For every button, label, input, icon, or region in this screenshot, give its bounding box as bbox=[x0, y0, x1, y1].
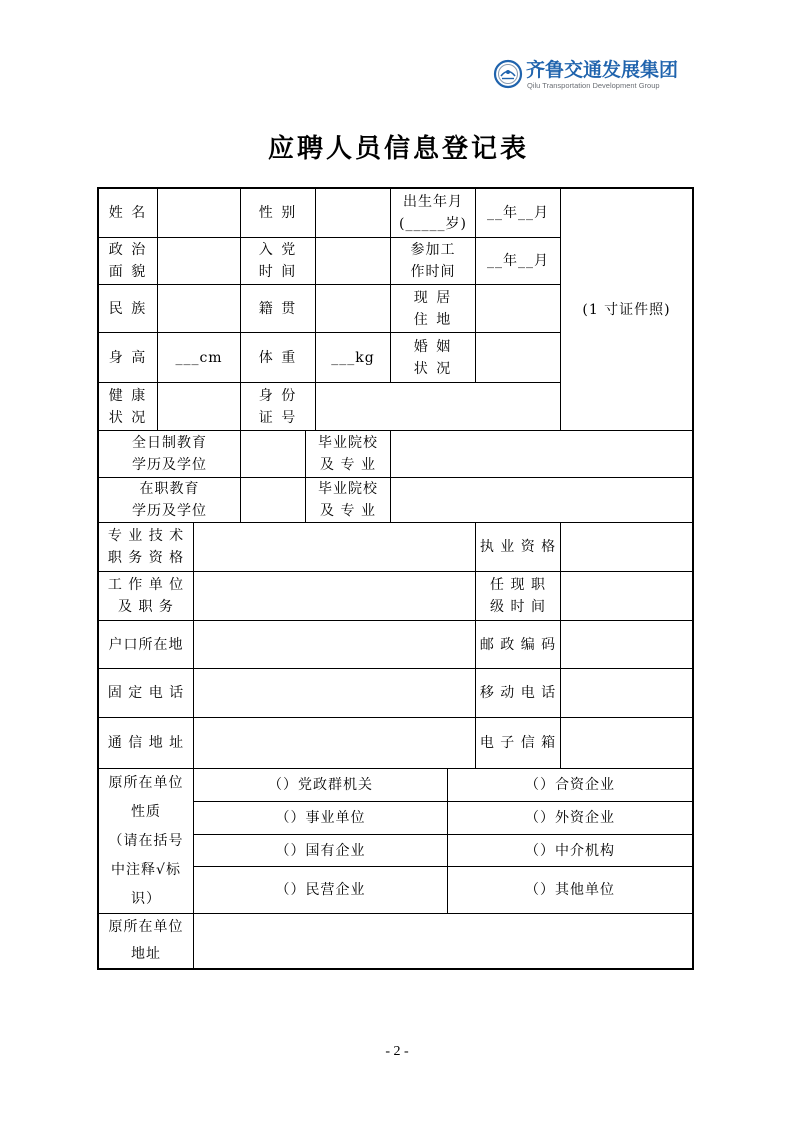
tech-title-field bbox=[193, 522, 476, 572]
mailing-address-field bbox=[193, 717, 476, 769]
postcode-label: 邮 政 编 码 bbox=[475, 620, 561, 669]
fulltime-school-field bbox=[390, 430, 693, 478]
practice-qualification-label: 执 业 资 格 bbox=[475, 522, 561, 572]
option-private: （）民营企业 bbox=[193, 866, 448, 914]
health-field bbox=[157, 382, 241, 431]
gender-label: 性 别 bbox=[240, 188, 316, 238]
option-agency: （）中介机构 bbox=[447, 834, 693, 867]
fulltime-school-label: 毕业院校 及 专 业 bbox=[305, 430, 391, 478]
postcode-field bbox=[560, 620, 693, 669]
residence-label: 现 居 住 地 bbox=[390, 284, 476, 333]
height-label: 身 高 bbox=[98, 332, 158, 383]
email-field bbox=[560, 717, 693, 769]
residence-field bbox=[475, 284, 561, 333]
id-number-label: 身 份 证 号 bbox=[240, 382, 316, 431]
employer-label: 工 作 单 位 及 职 务 bbox=[98, 571, 194, 621]
photo-box: (1 寸证件照) bbox=[560, 188, 693, 431]
marital-status-field bbox=[475, 332, 561, 383]
name-field bbox=[157, 188, 241, 238]
weight-label: 体 重 bbox=[240, 332, 316, 383]
rank-date-label: 任 现 职 级 时 间 bbox=[475, 571, 561, 621]
option-other: （）其他单位 bbox=[447, 866, 693, 914]
political-status-label: 政 治 面 貌 bbox=[98, 237, 158, 285]
logo-english-name: Qilu Transportation Development Group bbox=[527, 81, 660, 90]
unit-type-label: 原所在单位 性质 （请在括号 中注释√标 识） bbox=[98, 768, 194, 914]
weight-value: ___kg bbox=[315, 332, 391, 383]
ethnicity-field bbox=[157, 284, 241, 333]
tech-title-label: 专 业 技 术 职 务 资 格 bbox=[98, 522, 194, 572]
work-start-label: 参加工 作时间 bbox=[390, 237, 476, 285]
parttime-school-label: 毕业院校 及 专 业 bbox=[305, 477, 391, 523]
height-value: ___cm bbox=[157, 332, 241, 383]
native-place-label: 籍 贯 bbox=[240, 284, 316, 333]
practice-qualification-field bbox=[560, 522, 693, 572]
option-state-owned: （）国有企业 bbox=[193, 834, 448, 867]
previous-unit-address-label: 原所在单位 地址 bbox=[98, 913, 194, 969]
employer-field bbox=[193, 571, 476, 621]
hukou-label: 户口所在地 bbox=[98, 620, 194, 669]
previous-unit-address-field bbox=[193, 913, 693, 969]
parttime-education-field bbox=[240, 477, 306, 523]
page-title: 应聘人员信息登记表 bbox=[267, 134, 529, 164]
hukou-field bbox=[193, 620, 476, 669]
mobile-label: 移 动 电 话 bbox=[475, 668, 561, 718]
party-join-date-label: 入 党 时 间 bbox=[240, 237, 316, 285]
fulltime-education-label: 全日制教育 学历及学位 bbox=[98, 430, 241, 478]
birth-date-label: 出生年月 (_____岁) bbox=[390, 188, 476, 238]
page-number: - 2 - bbox=[385, 1044, 409, 1059]
parttime-school-field bbox=[390, 477, 693, 523]
landline-field bbox=[193, 668, 476, 718]
logo-chinese-name: 齐鲁交通发展集团 bbox=[526, 59, 679, 81]
rank-date-field bbox=[560, 571, 693, 621]
ethnicity-label: 民 族 bbox=[98, 284, 158, 333]
marital-status-label: 婚 姻 状 况 bbox=[390, 332, 476, 383]
political-status-field bbox=[157, 237, 241, 285]
option-joint-venture: （）合资企业 bbox=[447, 768, 693, 802]
company-emblem-icon bbox=[493, 59, 523, 89]
birth-date-value: __年__月 bbox=[475, 188, 561, 238]
fulltime-education-field bbox=[240, 430, 306, 478]
native-place-field bbox=[315, 284, 391, 333]
option-public-institution: （）事业单位 bbox=[193, 801, 448, 835]
parttime-education-label: 在职教育 学历及学位 bbox=[98, 477, 241, 523]
id-number-field bbox=[315, 382, 561, 431]
party-join-date-field bbox=[315, 237, 391, 285]
option-foreign-enterprise: （）外资企业 bbox=[447, 801, 693, 835]
gender-field bbox=[315, 188, 391, 238]
name-label: 姓 名 bbox=[98, 188, 158, 238]
email-label: 电 子 信 箱 bbox=[475, 717, 561, 769]
work-start-value: __年__月 bbox=[475, 237, 561, 285]
mailing-address-label: 通 信 地 址 bbox=[98, 717, 194, 769]
landline-label: 固 定 电 话 bbox=[98, 668, 194, 718]
health-label: 健 康 状 况 bbox=[98, 382, 158, 431]
option-party-government-org: （）党政群机关 bbox=[193, 768, 448, 802]
mobile-field bbox=[560, 668, 693, 718]
